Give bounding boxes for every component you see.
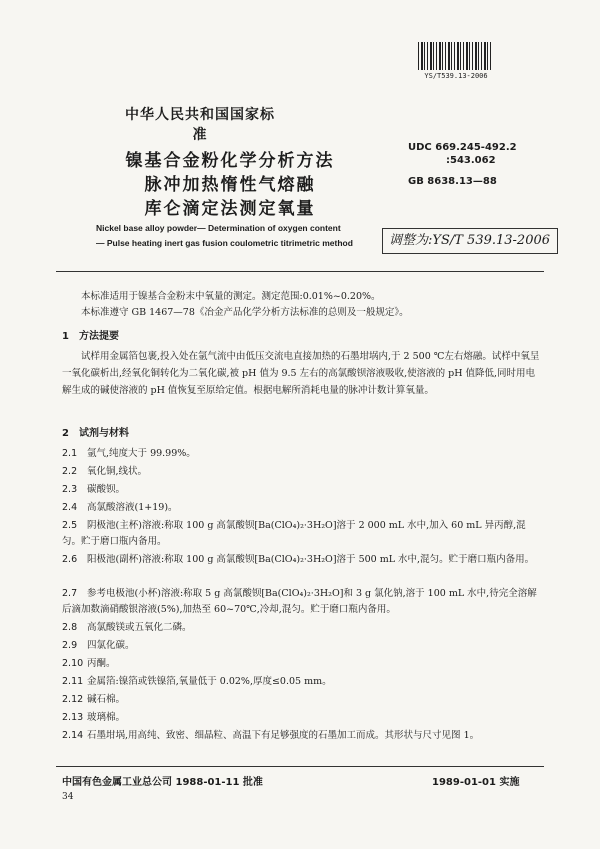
item-number: 2.8 bbox=[62, 622, 78, 633]
reagent-item bbox=[62, 674, 544, 690]
title-line-3: 库仑滴定法测定氧量 bbox=[144, 199, 316, 219]
item-number: 2.14 bbox=[62, 730, 84, 741]
reagent-item bbox=[62, 518, 544, 550]
reagent-item bbox=[62, 692, 544, 708]
barcode bbox=[418, 42, 492, 70]
item-text: 玻璃棉。 bbox=[87, 712, 126, 723]
item-text: 碱石棉。 bbox=[87, 694, 126, 705]
reagent-item bbox=[62, 500, 544, 516]
section-2-heading: 2 试剂与材料 bbox=[62, 428, 129, 439]
reagent-item bbox=[62, 586, 544, 618]
reagent-item bbox=[62, 656, 544, 672]
udc-line-1: UDC 669.245-492.2 bbox=[408, 142, 517, 153]
item-number: 2.13 bbox=[62, 712, 84, 723]
item-text: 碳酸钡。 bbox=[87, 484, 126, 495]
reagent-item bbox=[62, 464, 544, 480]
item-number: 2.11 bbox=[62, 676, 84, 687]
reagent-item bbox=[62, 728, 544, 744]
item-number: 2.6 bbox=[62, 554, 78, 565]
english-title-line-2: — Pulse heating inert gas fusion coulometric titrimetric method bbox=[96, 238, 353, 248]
intro-compliance: 本标准遵守 GB 1467—78《冶金产品化学分析方法标准的总则及一般规定》。 bbox=[81, 307, 409, 318]
gb-number: GB 8638.13—88 bbox=[408, 176, 497, 187]
item-number: 2.2 bbox=[62, 466, 78, 477]
title-line-1: 镍基合金粉化学分析方法 bbox=[125, 151, 335, 171]
item-text: 高氯酸溶液(1+19)。 bbox=[87, 502, 178, 513]
item-text: 高氯酸镁或五氧化二磷。 bbox=[87, 622, 192, 633]
reagent-item bbox=[62, 620, 544, 636]
item-text: 四氯化碳。 bbox=[87, 640, 135, 651]
reagent-item bbox=[62, 446, 544, 462]
handwritten-adjustment-note: 调整为:YS/T 539.13-2006 bbox=[382, 228, 558, 254]
item-number: 2.10 bbox=[62, 658, 84, 669]
item-text: 阳极池(副杯)溶液:称取 100 g 高氯酸钡[Ba(ClO₄)₂·3H₂O]溶于 500 mL 水中,混匀。贮于磨口瓶内备用。 bbox=[87, 554, 535, 565]
item-text: 参考电极池(小杯)溶液:称取 5 g 高氯酸钡[Ba(ClO₄)₂·3H₂O]和 3 g 氯化钠,溶于 100 mL 水中,待完全溶解后滴加数滴硝酸银溶液(5%),加热至 60~70℃,冷却,混匀。贮于磨口瓶内备用。 bbox=[62, 588, 537, 615]
footer-divider bbox=[56, 766, 544, 767]
item-number: 2.1 bbox=[62, 448, 78, 459]
item-number: 2.9 bbox=[62, 640, 78, 651]
national-standard-heading: 中华人民共和国国家标准 bbox=[125, 107, 275, 143]
reagent-item bbox=[62, 710, 544, 726]
english-title-line-1: Nickel base alloy powder— Determination of oxygen content bbox=[96, 223, 341, 233]
item-number: 2.12 bbox=[62, 694, 84, 705]
reagent-item bbox=[62, 552, 544, 568]
item-text: 氧化铜,线状。 bbox=[87, 466, 148, 477]
approval-line: 中国有色金属工业总公司 1988-01-11 批准 bbox=[62, 777, 263, 788]
header-divider bbox=[56, 271, 544, 272]
udc-line-2: :543.062 bbox=[446, 155, 496, 166]
item-text: 石墨坩埚,用高纯、致密、细晶粒、高温下有足够强度的石墨加工而成。其形状与尺寸见图 1。 bbox=[87, 730, 480, 741]
item-number: 2.5 bbox=[62, 520, 78, 531]
page-number: 34 bbox=[62, 792, 74, 802]
section-1-body: 试样用金属箔包裹,投入处在氩气流中由低压交流电直接加热的石墨坩埚内,于 2 500 ℃左右熔融。试样中氧呈一氧化碳析出,经氧化铜转化为二氧化碳,被 pH 值为 9.5 左右的高氯酸钡溶液吸收,使溶液的 pH 值降低,同时用电解生成的碱使溶液的 pH 值恢复至原给定值。根据电解所消耗电量的脉冲计数计算氧量。 bbox=[62, 351, 540, 396]
item-number: 2.4 bbox=[62, 502, 78, 513]
item-text: 氩气,纯度大于 99.99%。 bbox=[87, 448, 196, 459]
reagent-item bbox=[62, 482, 544, 498]
item-text: 丙酮。 bbox=[87, 658, 116, 669]
intro-scope: 本标准适用于镍基合金粉末中氧量的测定。测定范围:0.01%~0.20%。 bbox=[81, 291, 381, 302]
item-text: 阴极池(主杯)溶液:称取 100 g 高氯酸钡[Ba(ClO₄)₂·3H₂O]溶于 2 000 mL 水中,加入 60 mL 异丙醇,混匀。贮于磨口瓶内备用。 bbox=[62, 520, 526, 547]
section-1-heading: 1 方法提要 bbox=[62, 331, 119, 342]
reagent-item bbox=[62, 638, 544, 654]
item-number: 2.3 bbox=[62, 484, 78, 495]
item-text: 金属箔:镍箔或铁镍箔,氧量低于 0.02%,厚度≤0.05 mm。 bbox=[87, 676, 332, 687]
implementation-date: 1989-01-01 实施 bbox=[432, 777, 520, 788]
barcode-text: YS/T539.13-2006 bbox=[424, 72, 488, 80]
title-line-2: 脉冲加热惰性气熔融 bbox=[144, 175, 316, 195]
item-number: 2.7 bbox=[62, 588, 78, 599]
